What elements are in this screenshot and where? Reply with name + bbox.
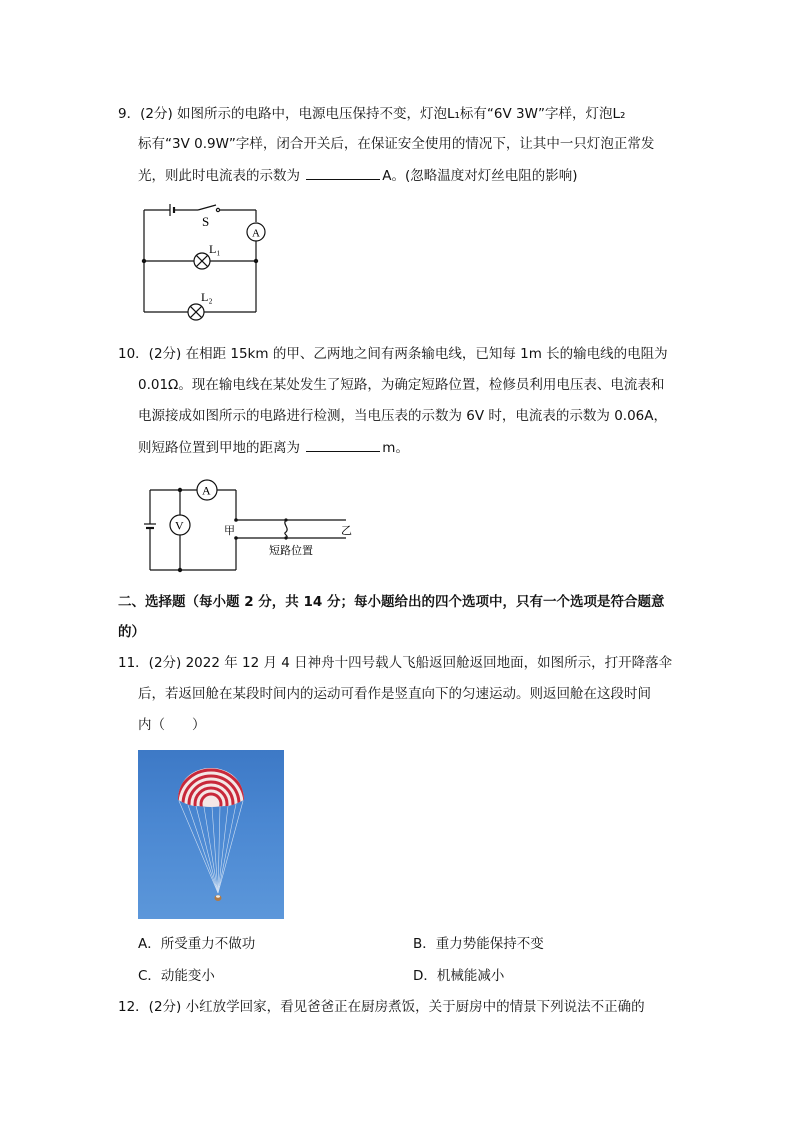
- q11-line-3: 内（ ）: [138, 717, 206, 733]
- q10-line-4-text: 则短路位置到甲地的距离为: [138, 440, 300, 456]
- q9-line-2: 标有“3V 0.9W”字样，闭合开关后，在保证安全使用的情况下，让其中一只灯泡正常发: [138, 136, 655, 152]
- q9-line-1: 9．(2分) 如图所示的电路中，电源电压保持不变，灯泡L₁标有“6V 3W”字样，灯泡L₂: [118, 106, 626, 122]
- parachute-illustration: [138, 750, 284, 919]
- parachute-photo: [138, 750, 284, 919]
- q10-line-1: 10．(2分) 在相距 15km 的甲、乙两地之间有两条输电线，已知每 1m 长的输电线的电阻为: [118, 346, 668, 362]
- q12-line-1: 12．(2分) 小红放学回家，看见爸爸正在厨房煮饭，关于厨房中的情景下列说法不正确的: [118, 999, 645, 1015]
- q10-yi-label: 乙: [341, 525, 352, 537]
- q11-option-c[interactable]: C．动能变小: [138, 968, 215, 984]
- q10-jia-label: 甲: [224, 525, 235, 537]
- q10-voltmeter-label: V: [175, 518, 184, 533]
- q9-line-3: [138, 165, 578, 186]
- q10-line-2: 0.01Ω。现在输电线在某处发生了短路，为确定短路位置，检修员利用电压表、电流表和: [138, 377, 665, 393]
- q11-option-b[interactable]: B．重力势能保持不变: [413, 936, 544, 952]
- q9-line-3-tail: A。(忽略温度对灯丝电阻的影响): [382, 168, 578, 184]
- q9-line-3-text: 光，则此时电流表的示数为: [138, 168, 300, 184]
- q10-line-4: [138, 437, 409, 458]
- q11-line-2: 后，若返回舱在某段时间内的运动可看作是竖直向下的匀速运动。则返回舱在这段时间: [138, 686, 651, 702]
- section2-heading-line-1: 二、选择题（每小题 2 分，共 14 分；每小题给出的四个选项中，只有一个选项是符合题意: [118, 594, 665, 610]
- q9-switch-label: S: [202, 214, 210, 229]
- q11-line-1: 11．(2分) 2022 年 12 月 4 日神舟十四号载人飞船返回舱返回地面，如图所示，打开降落伞: [118, 655, 673, 671]
- q10-short-label: 短路位置: [269, 545, 313, 557]
- q10-circuit-diagram: [140, 476, 360, 576]
- q9-lamp2-label: L₂: [201, 290, 213, 304]
- q10-ammeter-label: A: [202, 483, 211, 498]
- section2-heading-line-2: 的）: [118, 624, 145, 640]
- q9-circuit-diagram: [132, 198, 272, 324]
- q10-line-4-tail: m。: [382, 440, 409, 456]
- q11-option-a[interactable]: A．所受重力不做功: [138, 936, 256, 952]
- q10-line-3: 电源接成如图所示的电路进行检测，当电压表的示数为 6V 时，电流表的示数为 0.06A，: [138, 408, 667, 424]
- q9-lamp1-label: L₁: [209, 242, 221, 256]
- q11-option-d[interactable]: D．机械能减小: [413, 968, 505, 984]
- q10-answer-blank[interactable]: [306, 437, 380, 452]
- q9-ammeter-label: A: [252, 227, 260, 240]
- q9-answer-blank[interactable]: [306, 165, 380, 180]
